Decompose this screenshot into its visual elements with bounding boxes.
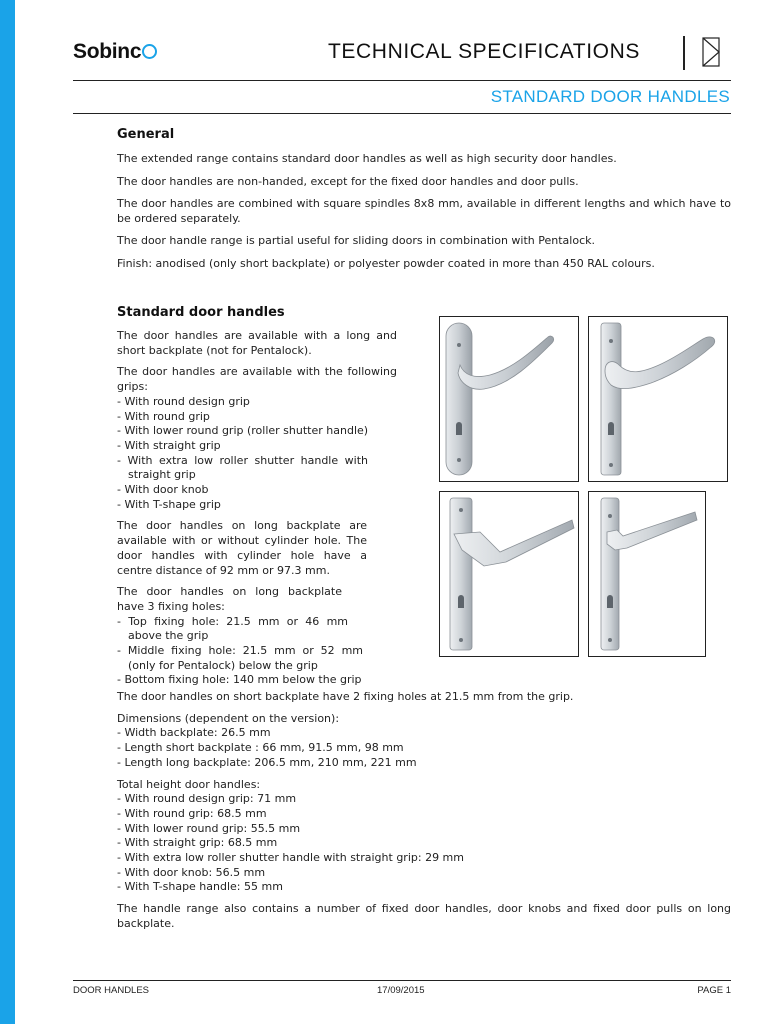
- side-accent-bar: [0, 0, 15, 1024]
- dimensions-intro: Dimensions (dependent on the version):: [117, 711, 340, 725]
- backplate-text: The door handles are available with a long and short backplate (not for Pentalock).: [117, 329, 397, 357]
- standard-text-column: [117, 329, 397, 688]
- general-paragraph: The door handles are combined with square spindles 8x8 mm, available in different lengths and which have to be ordered separately.: [117, 197, 731, 225]
- height-intro: Total height door handles:: [117, 777, 261, 791]
- list-item: - With T-shape handle: 55 mm: [117, 880, 731, 895]
- straight-handle-icon: [440, 492, 578, 656]
- list-item: - Length long backplate: 206.5 mm, 210 mm, 221 mm: [117, 756, 731, 771]
- general-paragraph: The extended range contains standard door handles as well as high security door handles.: [117, 152, 617, 165]
- standard-heading: Standard door handles: [117, 305, 285, 320]
- list-item: - With lower round grip (roller shutter handle): [117, 424, 397, 439]
- list-item: - With round design grip: 71 mm: [117, 792, 731, 807]
- list-item: - With round grip: 68.5 mm: [117, 807, 731, 822]
- footer-section-label: DOOR HANDLES: [73, 985, 150, 996]
- title-separator: [683, 36, 685, 70]
- list-item: - With straight grip: [117, 439, 397, 454]
- logo-ring-icon: [142, 44, 157, 59]
- round-design-handle-icon: [440, 317, 578, 481]
- list-item: - Width backplate: 26.5 mm: [117, 726, 731, 741]
- short-backplate-text: The door handles on short backplate have 2 fixing holes at 21.5 mm from the grip.: [117, 690, 574, 703]
- fixing-intro: The door handles on long backplate have 3 fixing holes:: [117, 585, 342, 613]
- footer-page-number: PAGE 1: [697, 985, 731, 996]
- grips-intro: The door handles are available with the following grips:: [117, 365, 397, 394]
- dimensions-block: [117, 690, 731, 932]
- list-item: - With lower round grip: 55.5 mm: [117, 822, 731, 837]
- list-item: - With door knob: [117, 483, 397, 498]
- footer-rule: [73, 980, 731, 981]
- list-item: - Bottom fixing hole: 140 mm below the grip: [117, 673, 387, 688]
- grips-list: [117, 395, 397, 513]
- fixing-holes-list: [117, 615, 387, 689]
- list-item: - With door knob: 56.5 mm: [117, 866, 731, 881]
- header-rule: [73, 80, 731, 81]
- handle-photo-round-design: [439, 316, 579, 482]
- list-item: - With T-shape grip: [117, 498, 397, 513]
- list-item: - With straight grip: 68.5 mm: [117, 836, 731, 851]
- general-heading: General: [117, 127, 175, 142]
- handle-photo-round: [588, 316, 728, 482]
- list-item: - Length short backplate : 66 mm, 91.5 mm, 98 mm: [117, 741, 731, 756]
- page-subtitle: STANDARD DOOR HANDLES: [490, 87, 730, 106]
- general-paragraph: The door handles are non-handed, except for the fixed door handles and door pulls.: [117, 175, 579, 188]
- roller-shutter-handle-icon: [589, 492, 705, 656]
- list-item: - With round grip: [117, 410, 397, 425]
- list-item: - With extra low roller shutter handle with straight grip: [117, 454, 368, 483]
- dimensions-list: [117, 726, 731, 770]
- general-paragraph: The door handle range is partial useful for sliding doors in combination with Pentalock.: [117, 234, 595, 247]
- list-item: - Middle fixing hole: 21.5 mm or 52 mm (only for Pentalock) below the grip: [117, 644, 363, 673]
- heights-list: [117, 792, 731, 895]
- list-item: - With extra low roller shutter handle with straight grip: 29 mm: [117, 851, 731, 866]
- general-paragraph: Finish: anodised (only short backplate) or polyester powder coated in more than 450 RAL colours.: [117, 257, 655, 270]
- handle-photo-roller-shutter: [588, 491, 706, 657]
- round-handle-icon: [589, 317, 727, 481]
- cylinder-text: The door handles on long backplate are available with or without cylinder hole. The door handles with cylinder hole have a centre distance of 92 mm or 97.3 mm.: [117, 519, 367, 577]
- subtitle-rule: [73, 113, 731, 114]
- list-item: - With round design grip: [117, 395, 397, 410]
- document-title: TECHNICAL SPECIFICATIONS: [328, 40, 640, 63]
- closing-text: The handle range also contains a number of fixed door handles, door knobs and fixed door pulls on long backplate.: [117, 902, 731, 930]
- handle-photo-straight: [439, 491, 579, 657]
- door-arrow-icon: [702, 37, 720, 67]
- footer-date: 17/09/2015: [377, 985, 425, 996]
- sobinco-logo: Sobinc: [73, 40, 157, 64]
- list-item: - Top fixing hole: 21.5 mm or 46 mm above the grip: [117, 615, 348, 644]
